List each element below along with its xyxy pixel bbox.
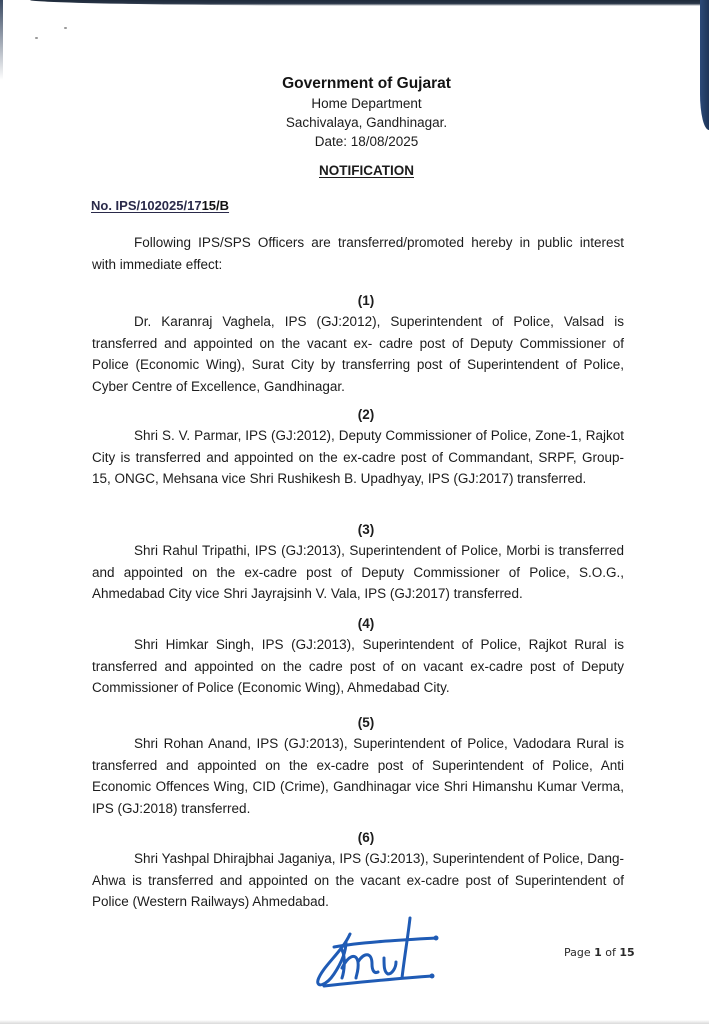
item-number: (3): [357, 522, 375, 537]
order-item: [92, 520, 624, 605]
scan-edge-bottom: [0, 1020, 709, 1024]
office-address: Sachivalaya, Gandhinagar.: [285, 115, 448, 130]
document-header: [12, 74, 709, 178]
reference-suffix: 15/B: [201, 198, 230, 213]
order-item: [92, 614, 624, 699]
notification-heading: NOTIFICATION: [319, 163, 414, 178]
item-text: Shri Himkar Singh, IPS (GJ:2013), Superintendent of Police, Rajkot Rural is transferred and appointed on the cadre post of on vacant ex-cadre post of Deputy Commissioner of Police (Economic Wing), Ahmedabad City.: [92, 637, 624, 695]
signature-stroke: [384, 958, 396, 974]
item-number: (4): [357, 616, 375, 631]
signature-stroke: [324, 976, 432, 986]
item-number: (1): [357, 293, 375, 308]
current-page: 1: [594, 946, 602, 959]
item-number: (2): [357, 407, 375, 422]
page-number: [564, 946, 635, 959]
item-number: (5): [357, 715, 375, 730]
order-item: [92, 713, 624, 819]
item-text: Shri Rohan Anand, IPS (GJ:2013), Superintendent of Police, Vadodara Rural is transferred and appointed on the ex-cadre post of Superintendent of Police, Anti Economic Offences Wing, CID (Crime), Gandhinagar vice Shri Himanshu Kumar Verma, IPS (GJ:2018) transferred.: [92, 736, 624, 816]
scan-edge-left: [0, 0, 3, 80]
page-label: Page: [564, 946, 591, 959]
intro-paragraph: Following IPS/SPS Officers are transferred/promoted hereby in public interest with immediate effect:: [92, 235, 624, 272]
item-text: Dr. Karanraj Vaghela, IPS (GJ:2012), Superintendent of Police, Valsad is transferred and appointed on the vacant ex- cadre post of Deputy Commissioner of Police (Economic Wing), Surat City by transferring post of Superintendent of Police, Cyber Centre of Excellence, Gandhinagar.: [92, 314, 624, 394]
total-pages: 15: [619, 946, 635, 959]
scan-edge-top: [30, 0, 709, 6]
order-item: [92, 405, 624, 490]
signature: [312, 912, 442, 992]
government-title: Government of Gujarat: [282, 75, 451, 92]
scan-speck: [35, 37, 38, 39]
department-name: Home Department: [311, 96, 422, 111]
order-item: [92, 828, 624, 913]
scan-speck: [64, 27, 67, 29]
order-item: [92, 291, 624, 397]
signature-stroke: [402, 918, 410, 978]
item-text: Shri S. V. Parmar, IPS (GJ:2012), Deputy Commissioner of Police, Zone-1, Rajkot City is transferred and appointed on the ex-cadre post of Commandant, SRPF, Group-15, ONGC, Mehsana vice Shri Rushikesh B. Upadhyay, IPS (GJ:2017) transferred.: [92, 428, 624, 486]
signature-dot: [434, 936, 439, 941]
signature-stroke: [334, 938, 436, 947]
of-label: of: [605, 946, 616, 959]
item-text: Shri Rahul Tripathi, IPS (GJ:2013), Superintendent of Police, Morbi is transferred and appointed on the ex-cadre post of Deputy Commissioner of Police, S.O.G., Ahmedabad City vice Shri Jayrajsinh V. Vala, IPS (GJ:2017) transferred.: [92, 543, 624, 601]
signature-dot: [430, 974, 435, 979]
reference-prefix: No. IPS/102025/17: [91, 198, 202, 213]
signature-stroke: [342, 950, 378, 978]
document-date: Date: 18/08/2025: [314, 134, 419, 149]
item-text: Shri Yashpal Dhirajbhai Jaganiya, IPS (GJ:2013), Superintendent of Police, Dang-Ahwa is transferred and appointed on the vacant ex-cadre post of Superintendent of Police (Western Railways) Ahmedabad.: [92, 851, 624, 909]
item-number: (6): [357, 830, 375, 845]
reference-number: [91, 198, 229, 213]
